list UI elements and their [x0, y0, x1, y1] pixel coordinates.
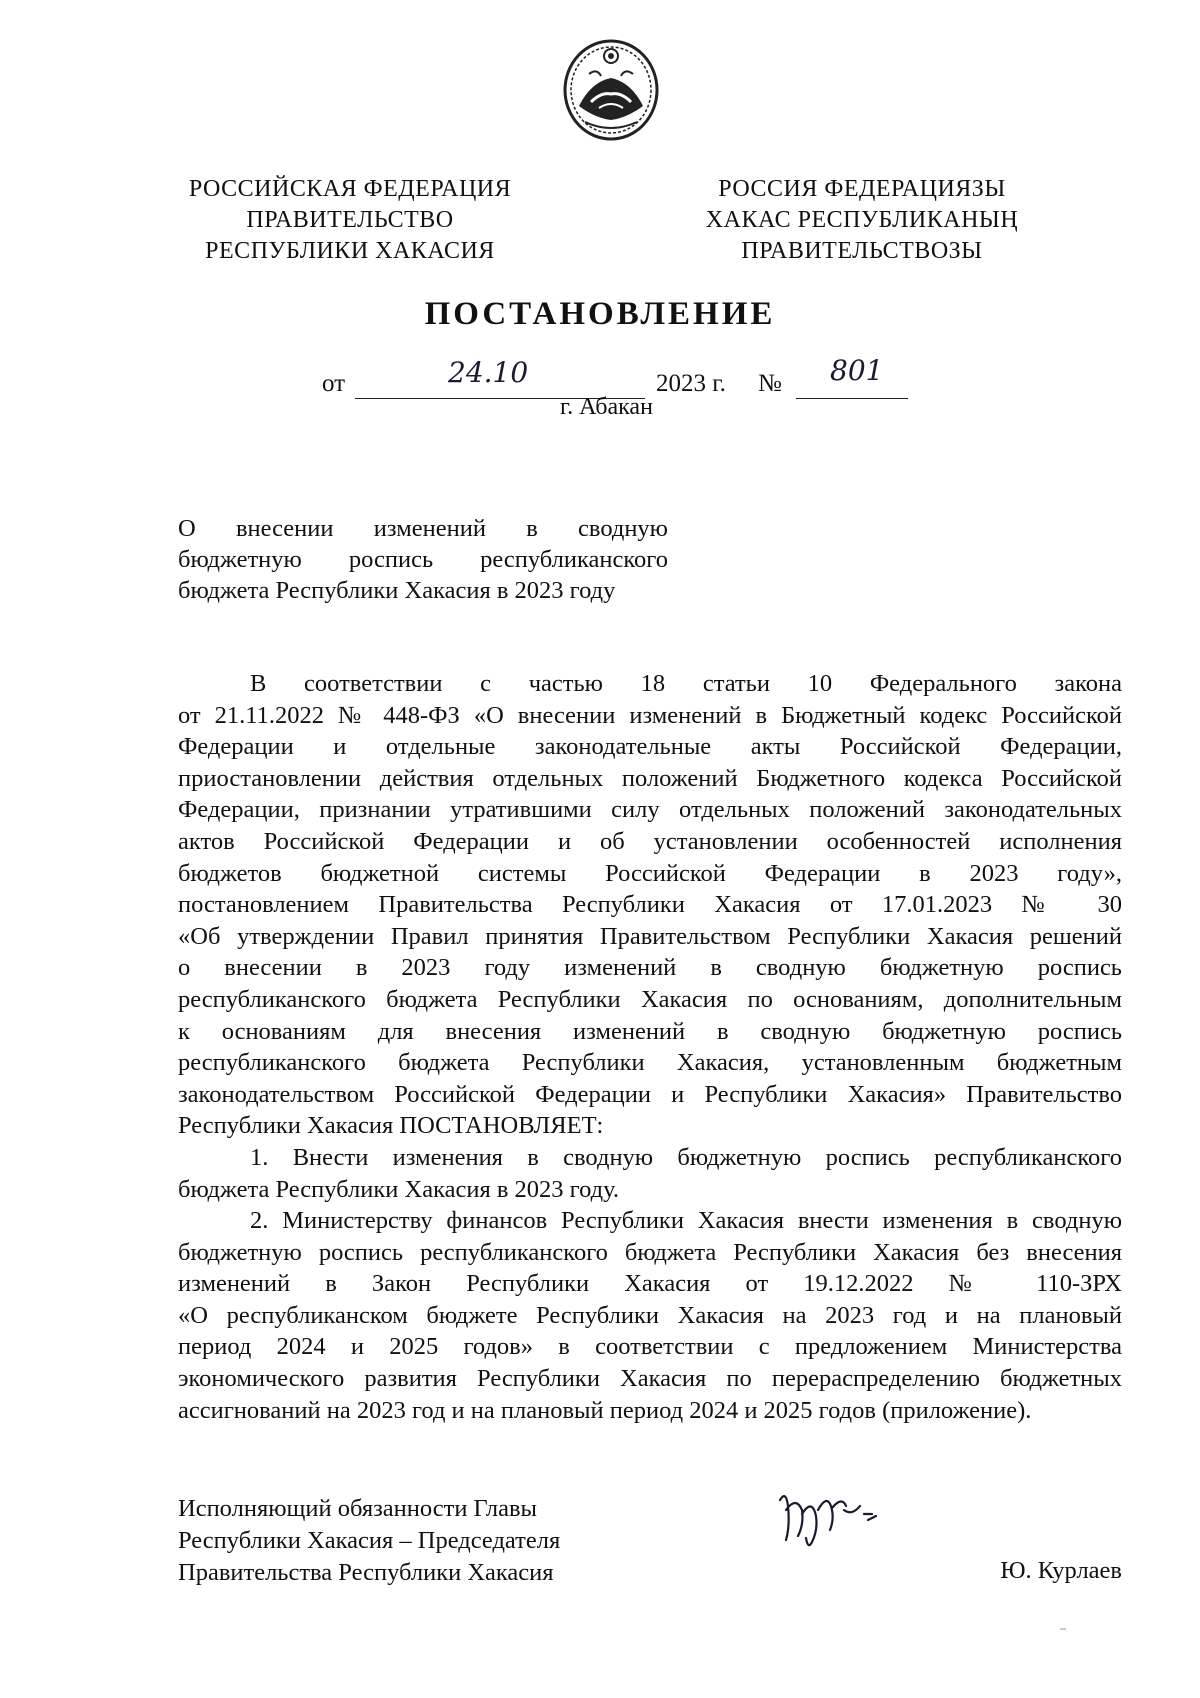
date-prefix: от: [322, 370, 346, 397]
body-line: актов Российской Федерации и об установлении особенностей исполнения: [178, 827, 1122, 855]
header-right-line: ПРАВИТЕЛЬСТВОЗЫ: [741, 238, 983, 264]
position-line: Правительства Республики Хакасия: [178, 1559, 554, 1586]
position-line: Исполняющий обязанности Главы: [178, 1495, 538, 1522]
body-line: «О республиканском бюджете Республики Хакасия на 2023 год и на плановый: [178, 1301, 1122, 1329]
coat-of-arms-icon: [561, 38, 661, 142]
body-line: бюджета Республики Хакасия в 2023 году.: [178, 1175, 620, 1203]
header-left-line: РЕСПУБЛИКИ ХАКАСИЯ: [205, 238, 495, 264]
number-sign: №: [758, 370, 782, 397]
body-line: к основаниям для внесения изменений в сводную бюджетную роспись: [178, 1017, 1122, 1045]
body-line: 1. Внести изменения в сводную бюджетную роспись республиканского: [250, 1143, 1122, 1171]
body-line: 2. Министерству финансов Республики Хакасия внести изменения в сводную: [250, 1207, 1122, 1235]
handwritten-date: 24.10: [448, 356, 529, 389]
date-year: 2023 г.: [656, 370, 726, 397]
subject-line: бюджетную роспись республиканского: [178, 546, 668, 573]
header-left-russian: [160, 174, 540, 267]
document-subject: [178, 513, 668, 606]
body-line: Федерации, признании утратившими силу отдельных положений законодательных: [178, 796, 1122, 824]
scan-speck: [1060, 1628, 1066, 1630]
signer-name: Ю. Курлаев: [1000, 1557, 1122, 1584]
body-line: ассигнований на 2023 год и на плановый период 2024 и 2025 годов (приложение).: [178, 1396, 1032, 1424]
body-line: республиканского бюджета Республики Хакасия по основаниям, дополнительным: [178, 985, 1122, 1013]
body-line: Федерации и отдельные законодательные акты Российской Федерации,: [178, 733, 1122, 761]
body-line: постановлением Правительства Республики Хакасия от 17.01.2023 № 30: [178, 891, 1122, 919]
header-right-line: РОССИЯ ФЕДЕРАЦИЯЗЫ: [718, 176, 1006, 202]
body-line: В соответствии с частью 18 статьи 10 Федерального закона: [250, 670, 1122, 697]
document-title: ПОСТАНОВЛЕНИЕ: [424, 296, 776, 332]
header-left-line: ПРАВИТЕЛЬСТВО: [246, 207, 454, 233]
body-line: приостановлении действия отдельных положений Бюджетного кодекса Российской: [178, 764, 1122, 792]
handwritten-number: 801: [830, 354, 884, 387]
subject-line: О внесении изменений в сводную: [178, 515, 668, 542]
body-line: бюджетную роспись республиканского бюджета Республики Хакасия без внесения: [178, 1238, 1122, 1266]
body-line: изменений в Закон Республики Хакасия от 19.12.2022 № 110-ЗРХ: [178, 1270, 1122, 1298]
subject-line: бюджета Республики Хакасия в 2023 году: [178, 577, 616, 604]
signatory-position: [178, 1493, 560, 1589]
body-line: период 2024 и 2025 годов» в соответствии с предложением Министерства: [178, 1333, 1122, 1361]
body-line: бюджетов бюджетной системы Российской Федерации в 2023 году»,: [178, 859, 1122, 887]
position-line: Республики Хакасия – Председателя: [178, 1527, 561, 1554]
city: г. Абакан: [560, 394, 653, 420]
body-line: «Об утверждении Правил принятия Правительством Республики Хакасия решений: [178, 922, 1122, 950]
header-right-line: ХАКАС РЕСПУБЛИКАНЫҢ: [705, 207, 1019, 233]
body-line: законодательством Российской Федерации и Республики Хакасия» Правительство: [178, 1080, 1122, 1108]
body-line: о внесении в 2023 году изменений в сводную бюджетную роспись: [178, 954, 1122, 982]
header-right-khakas: [692, 174, 1032, 267]
header-left-line: РОССИЙСКАЯ ФЕДЕРАЦИЯ: [188, 176, 512, 202]
handwritten-signature-icon: [772, 1480, 892, 1560]
body-line: Республики Хакасия ПОСТАНОВЛЯЕТ:: [178, 1112, 604, 1140]
document-body: [178, 668, 1122, 1426]
body-line: республиканского бюджета Республики Хакасия, установленным бюджетным: [178, 1049, 1122, 1077]
body-line: от 21.11.2022 № 448-ФЗ «О внесении изменений в Бюджетный кодекс Российской: [178, 701, 1122, 729]
body-line: экономического развития Республики Хакасия по перераспределению бюджетных: [178, 1365, 1122, 1393]
